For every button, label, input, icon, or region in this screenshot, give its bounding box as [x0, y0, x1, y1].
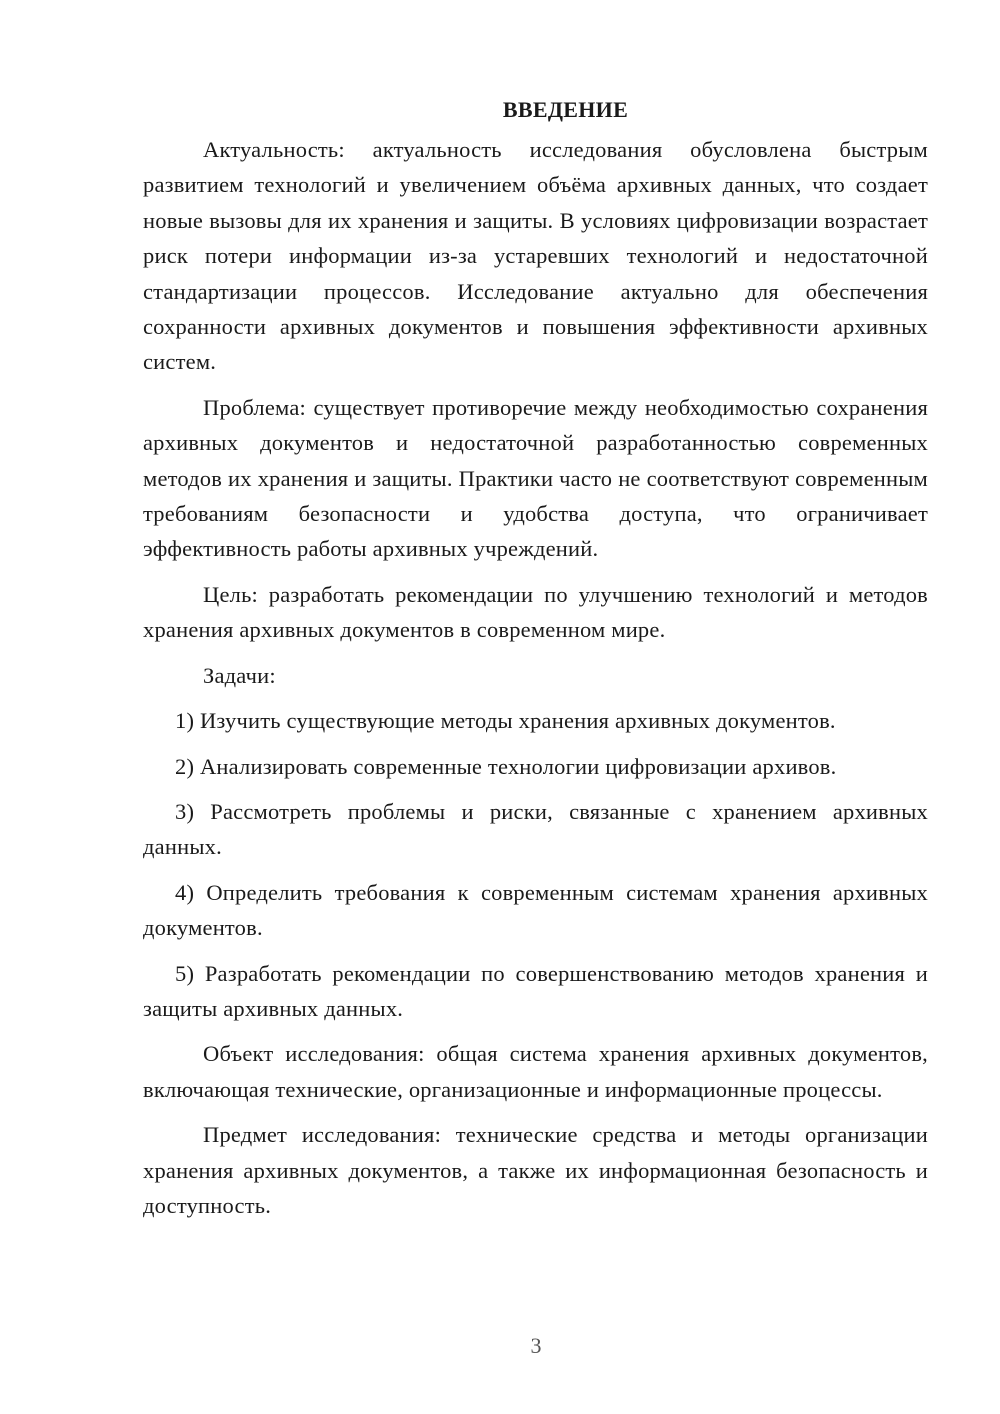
task-item-2: 2) Анализировать современные технологии цифровизации архивов. [175, 753, 837, 779]
task-item-4: 4) Определить требования к современным системам хранения архивных документов. [143, 879, 928, 941]
task-item-1: 1) Изучить существующие методы хранения архивных документов. [175, 708, 836, 734]
paragraph-problem: Проблема: существует противоречие между необходимостью сохранения архивных документов и недостаточной разработанностью современных методов их хранения и защиты. Практики часто не соответствуют современным требованиям безопасности и удобства доступа, что ограничивает эффективность работы архивных учреждений. [143, 394, 928, 562]
document-page [143, 92, 928, 1233]
paragraph-relevance: Актуальность: актуальность исследования обусловлена быстрым развитием технологий и увеличением объёма архивных данных, что создает новые вызовы для их хранения и защиты. В условиях цифровизации возрастает риск потери информации из-за устаревших технологий и недостаточной стандартизации процессов. Исследование актуально для обеспечения сохранности архивных документов и повышения эффективности архивных систем. [143, 137, 928, 375]
task-item-3: 3) Рассмотреть проблемы и риски, связанные с хранением архивных данных. [143, 798, 928, 860]
paragraph-object: Объект исследования: общая система хранения архивных документов, включающая технические, организационные и информационные процессы. [143, 1041, 928, 1102]
paragraph-tasks-heading: Задачи: [203, 662, 276, 688]
page-number: 3 [530, 1333, 542, 1358]
task-item-5: 5) Разработать рекомендации по совершенствованию методов хранения и защиты архивных данных. [143, 960, 928, 1021]
paragraph-goal: Цель: разработать рекомендации по улучшению технологий и методов хранения архивных документов в современном мире. [143, 581, 928, 643]
paragraph-subject: Предмет исследования: технические средства и методы организации хранения архивных документов, а также их информационная безопасность и доступность. [143, 1122, 928, 1218]
page-title: ВВЕДЕНИЕ [502, 97, 629, 122]
